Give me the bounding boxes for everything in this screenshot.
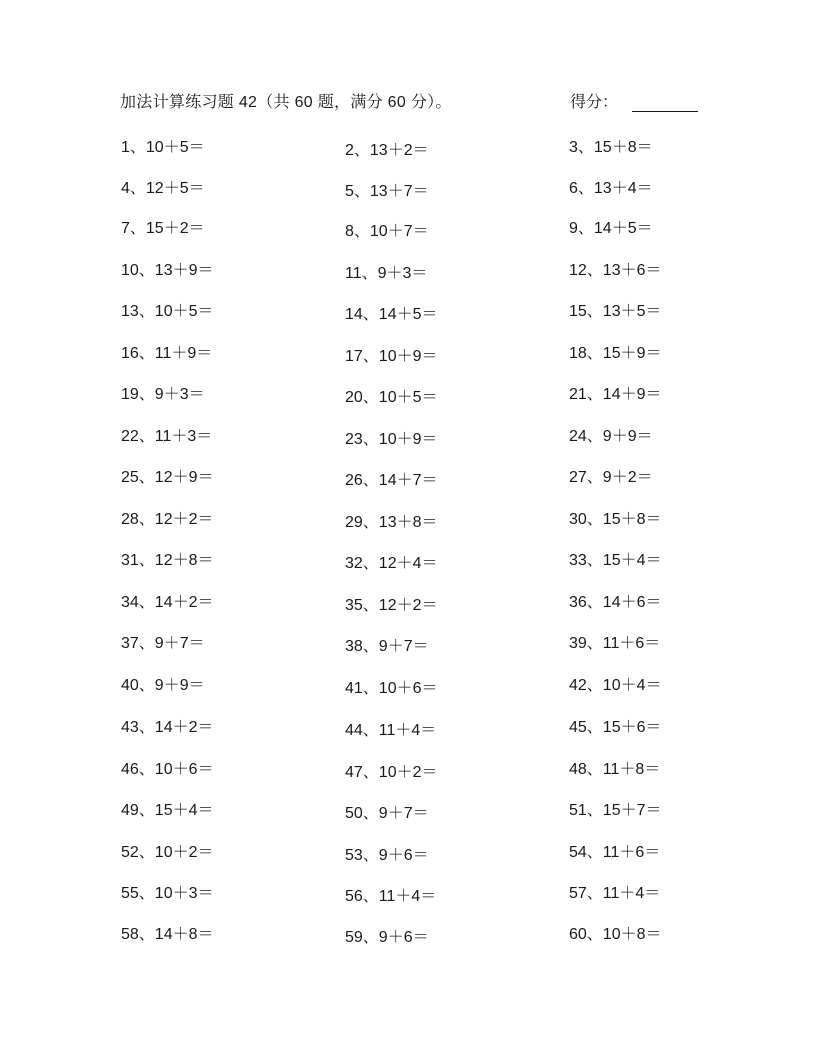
problem-item: 38、9＋7＝ — [345, 638, 429, 655]
problem-item: 34、14＋2＝ — [121, 594, 214, 611]
problem-item: 59、9＋6＝ — [345, 929, 429, 946]
problem-item: 45、15＋6＝ — [569, 719, 662, 736]
problem-item: 24、9＋9＝ — [569, 428, 653, 445]
problem-item: 15、13＋5＝ — [569, 303, 662, 320]
problem-item: 39、11＋6＝ — [569, 635, 661, 652]
problem-item: 35、12＋2＝ — [345, 597, 438, 614]
problem-item: 10、13＋9＝ — [121, 262, 214, 279]
problem-item: 20、10＋5＝ — [345, 389, 438, 406]
problem-item: 43、14＋2＝ — [121, 719, 214, 736]
problem-item: 56、11＋4＝ — [345, 888, 437, 905]
problem-item: 8、10＋7＝ — [345, 223, 429, 240]
problem-item: 21、14＋9＝ — [569, 386, 662, 403]
problem-item: 23、10＋9＝ — [345, 431, 438, 448]
problem-item: 14、14＋5＝ — [345, 306, 438, 323]
problem-item: 54、11＋6＝ — [569, 844, 661, 861]
problem-item: 47、10＋2＝ — [345, 764, 438, 781]
problem-item: 2、13＋2＝ — [345, 142, 429, 159]
problem-item: 17、10＋9＝ — [345, 348, 438, 365]
problem-item: 41、10＋6＝ — [345, 680, 438, 697]
problem-item: 49、15＋4＝ — [121, 802, 214, 819]
problem-item: 16、11＋9＝ — [121, 345, 213, 362]
problem-item: 13、10＋5＝ — [121, 303, 214, 320]
problem-item: 28、12＋2＝ — [121, 511, 214, 528]
problem-item: 37、9＋7＝ — [121, 635, 205, 652]
problem-item: 3、15＋8＝ — [569, 139, 653, 156]
problem-item: 32、12＋4＝ — [345, 555, 438, 572]
problem-item: 9、14＋5＝ — [569, 220, 653, 237]
problem-item: 19、9＋3＝ — [121, 386, 205, 403]
problem-item: 5、13＋7＝ — [345, 183, 429, 200]
problem-item: 27、9＋2＝ — [569, 469, 653, 486]
problem-item: 40、9＋9＝ — [121, 677, 205, 694]
score-label: 得分： — [570, 94, 619, 111]
problem-item: 44、11＋4＝ — [345, 722, 437, 739]
problem-item: 12、13＋6＝ — [569, 262, 662, 279]
problem-item: 60、10＋8＝ — [569, 926, 662, 943]
problem-item: 11、9＋3＝ — [345, 265, 428, 282]
problem-item: 7、15＋2＝ — [121, 220, 205, 237]
problem-item: 4、12＋5＝ — [121, 180, 205, 197]
problem-item: 22、11＋3＝ — [121, 428, 213, 445]
score-blank-line[interactable] — [632, 93, 698, 112]
problem-item: 30、15＋8＝ — [569, 511, 662, 528]
problem-item: 53、9＋6＝ — [345, 847, 429, 864]
problem-item: 33、15＋4＝ — [569, 552, 662, 569]
problem-item: 57、11＋4＝ — [569, 885, 661, 902]
problem-item: 31、12＋8＝ — [121, 552, 214, 569]
problem-item: 6、13＋4＝ — [569, 180, 653, 197]
problem-item: 51、15＋7＝ — [569, 802, 662, 819]
problem-item: 18、15＋9＝ — [569, 345, 662, 362]
problem-item: 25、12＋9＝ — [121, 469, 214, 486]
problem-item: 1、10＋5＝ — [121, 139, 205, 156]
problem-item: 26、14＋7＝ — [345, 472, 438, 489]
problem-item: 50、9＋7＝ — [345, 805, 429, 822]
problem-item: 42、10＋4＝ — [569, 677, 662, 694]
problem-item: 36、14＋6＝ — [569, 594, 662, 611]
problem-item: 58、14＋8＝ — [121, 926, 214, 943]
problem-item: 52、10＋2＝ — [121, 844, 214, 861]
problem-item: 55、10＋3＝ — [121, 885, 214, 902]
problem-item: 29、13＋8＝ — [345, 514, 438, 531]
score-field — [570, 89, 698, 112]
problem-item: 46、10＋6＝ — [121, 761, 214, 778]
worksheet-title: 加法计算练习题 42（共 60 题，满分 60 分）。 — [120, 94, 452, 111]
problem-item: 48、11＋8＝ — [569, 761, 661, 778]
